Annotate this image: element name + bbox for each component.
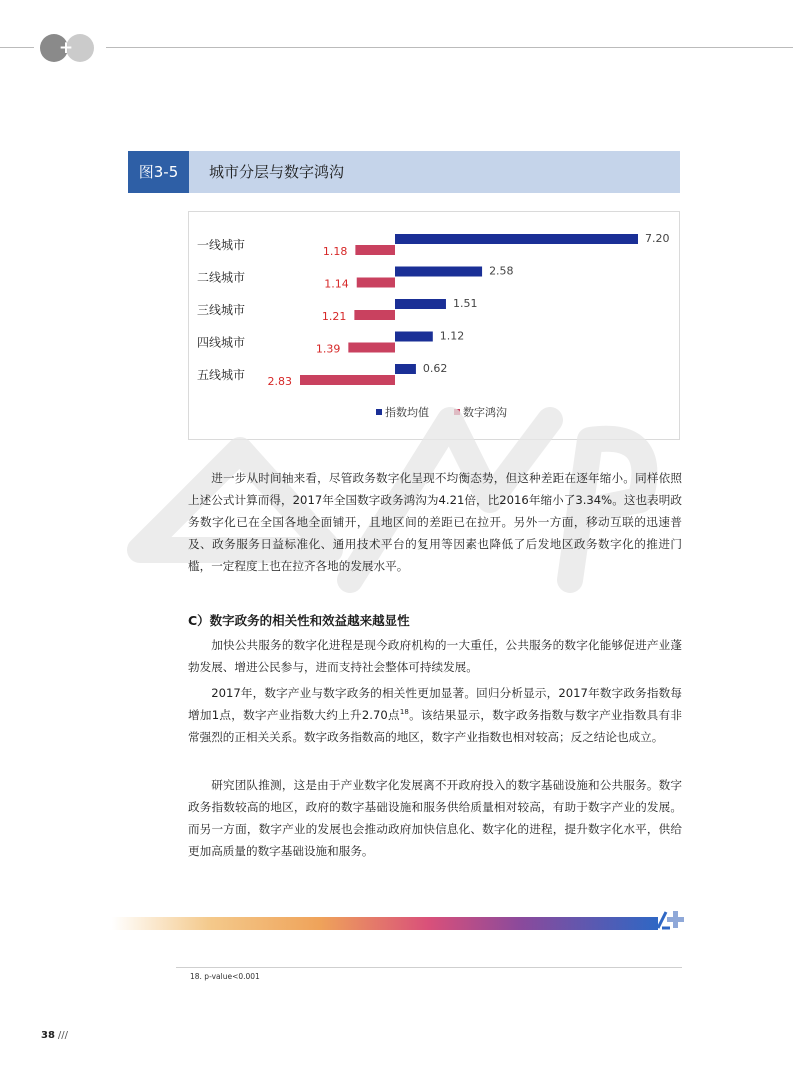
figure-title: 城市分层与数字鸿沟: [209, 163, 345, 181]
footnote-ref[interactable]: 18: [399, 708, 409, 717]
gap-bar: [357, 278, 395, 288]
index-value-label: 1.51: [452, 297, 478, 310]
page-number: [41, 1030, 68, 1041]
paragraph-time-trend: 进一步从时间轴来看，尽管政务数字化呈现不均衡态势，但这种差距在逐年缩小。同样依照上述公式计算而得，2017年全国数字政务鸿沟为4.21倍，比2016年缩小了3.34%。这也表明政务数字化已在全国各地全面铺开，且地区间的差距已在拉开。另外一方面，移动互联的迅速普及、政务服务日益标准化、通用技术平台的复用等因素也降低了后发地区政务数字化的推进门槛，一定程度上也在拉齐各地的发展水平。: [188, 471, 682, 573]
gap-bar: [300, 375, 395, 385]
gap-bar: [355, 245, 395, 255]
index-value-label: 2.58: [489, 264, 514, 278]
gap-value-label: 1.21: [321, 310, 347, 323]
category-label: 二线城市: [197, 270, 246, 285]
header-rule-right: [106, 47, 793, 48]
gap-value-label: 1.14: [324, 277, 349, 291]
footnote-rule: [176, 967, 682, 968]
index-value-label: 7.20: [645, 232, 670, 245]
plus-mark-icon: [656, 908, 686, 932]
gap-value-label: 1.18: [322, 245, 348, 258]
legend-label: 指数均值: [385, 406, 429, 419]
category-label: 四线城市: [197, 335, 246, 350]
footnote: 18. p-value<0.001: [190, 972, 260, 981]
page-number-value: 38: [41, 1030, 55, 1041]
chart-canvas: [189, 212, 681, 441]
regression-text-b: 。该结果显示，数字政务指数与数字产业指数具有非常强烈的正相关关系。数字政务指数高的地区，数字产业指数也相对较高；反之结论也成立。: [188, 708, 682, 744]
figure-number: 图3-5: [128, 151, 189, 193]
gap-bar: [348, 343, 395, 353]
legend-label: 数字鸿沟: [463, 406, 507, 419]
category-label: 三线城市: [197, 303, 246, 317]
index-bar: [395, 332, 433, 342]
paragraph-hypothesis: 研究团队推测，这是由于产业数字化发展离不开政府投入的数字基础设施和公共服务。数字政务指数较高的地区，政府的数字基础设施和服务供给质量相对较高，有助于数字产业的发展。而另一方面，数字产业的发展也会推动政府加快信息化、数字化的进程，提升数字化水平，供给更加高质量的数字基础设施和服务。: [188, 778, 682, 858]
category-label: 一线城市: [197, 238, 246, 252]
gap-value-label: 1.39: [315, 342, 341, 356]
index-value-label: 1.12: [439, 329, 465, 343]
index-value-label: 0.62: [422, 362, 448, 375]
decorative-gradient-band: [112, 917, 658, 930]
regression-text-a: 2017年，数字产业与数字政务的相关性更加显著。回归分析显示，2017年数字政务指数每增加1点，数字产业指数大约上升2.70点: [188, 686, 682, 722]
section-heading: C）数字政务的相关性和效益越来越显性: [188, 613, 410, 628]
paragraph-regression: [188, 682, 682, 748]
city-tier-chart: [188, 211, 680, 440]
gap-value-label: 2.83: [267, 375, 292, 388]
index-bar: [395, 234, 638, 244]
page-number-suffix: ///: [57, 1030, 69, 1041]
index-bar: [395, 267, 482, 277]
gap-bar: [354, 310, 395, 320]
legend-swatch: [376, 409, 382, 415]
index-bar: [395, 299, 446, 309]
legend-swatch: [454, 409, 460, 415]
figure-title-bar: [128, 151, 680, 193]
header-rule-left: [0, 47, 34, 48]
category-label: 五线城市: [197, 368, 246, 382]
index-bar: [395, 364, 416, 374]
paragraph-public-service: 加快公共服务的数字化进程是现今政府机构的一大重任，公共服务的数字化能够促进产业蓬勃发展、增进公民参与，进而支持社会整体可持续发展。: [188, 638, 682, 674]
plus-logo-icon: +: [40, 34, 100, 62]
